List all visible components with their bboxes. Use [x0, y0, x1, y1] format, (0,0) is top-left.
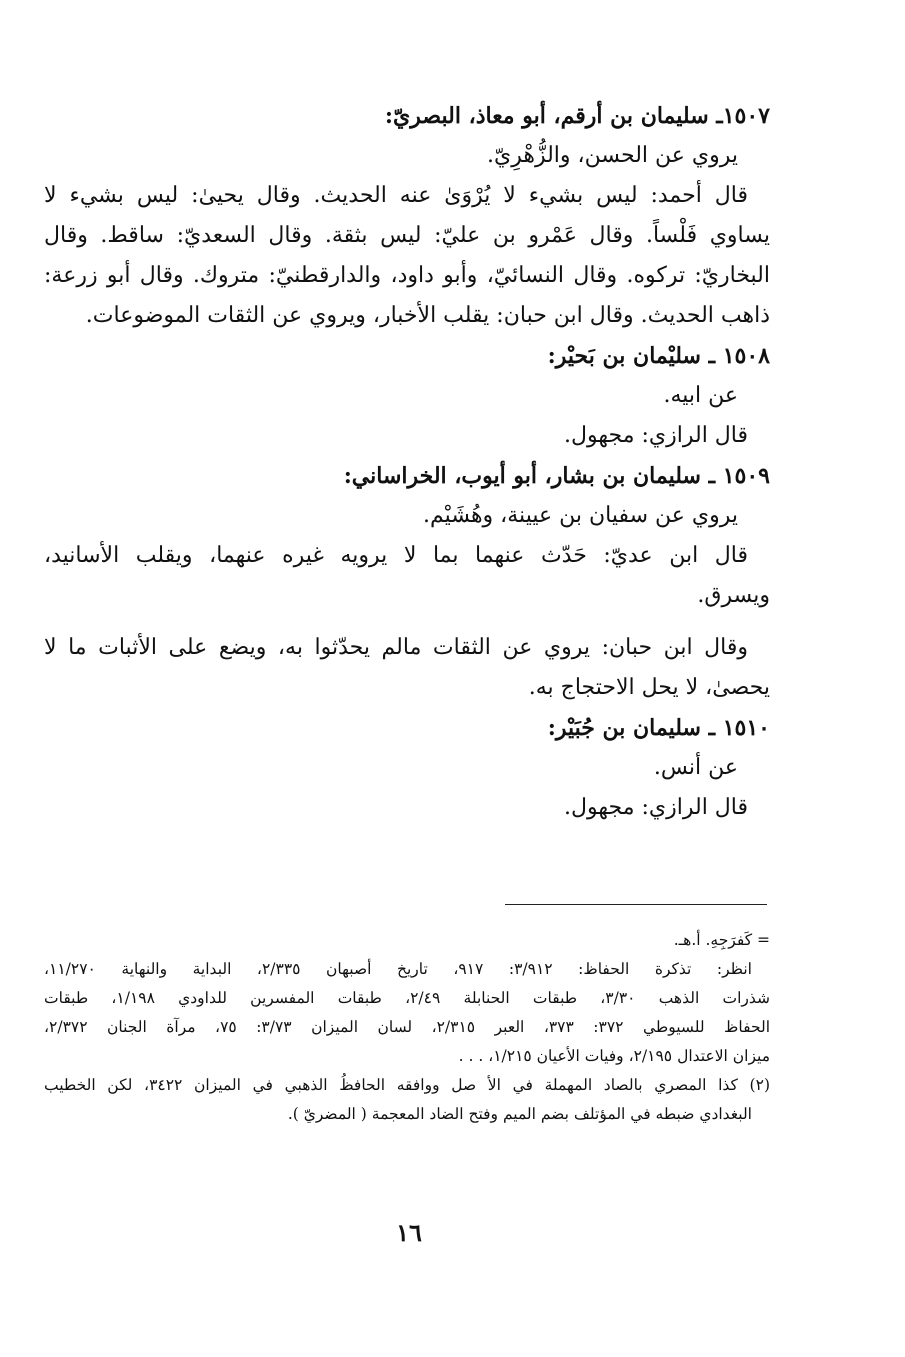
footnote-separator-rule	[505, 904, 767, 905]
entry-heading-1510: ١٥١٠ ـ سليمان بن جُبَيْر:	[547, 715, 770, 741]
footnote-line: (٢) كذا المصري بالصاد المهملة في الأ صل ووافقه الحافظُ الذهبي في الميزان ٣٤٢٢، لكن الخطيب	[44, 1076, 770, 1094]
entry-narrates-1507: يروي عن الحسن، والزُّهْرِيّ.	[487, 143, 738, 168]
footnote-line: شذرات الذهب ٣/٣٠، طبقات الحنابلة ٢/٤٩، طبقات المفسرين للداودي ١/١٩٨، طبقات	[44, 989, 770, 1007]
entry-body-line: البخاريّ: تركوه. وقال النسائيّ، وأبو داود، والدارقطنيّ: متروك. وقال أبو زرعة:	[44, 263, 770, 288]
entry-body-line: ويسرق.	[697, 583, 770, 608]
entry-heading-1507: ١٥٠٧ـ سليمان بن أرقم، أبو معاذ، البصريّ:	[384, 103, 770, 129]
footnote-line: انظر: تذكرة الحفاظ: ٣/٩١٢: ٩١٧، تاريخ أصبهان ٢/٣٣٥، البداية والنهاية ١١/٢٧٠،	[44, 960, 752, 978]
entry-heading-1508: ١٥٠٨ ـ سليْمان بن بَحيْر:	[547, 343, 770, 369]
footnote-line: ميزان الاعتدال ٢/١٩٥، وفيات الأعيان ١/٢١٥، . . .	[458, 1047, 770, 1065]
entry-narrates-1508: عن ابيه.	[663, 383, 738, 408]
entry-body-line: ذاهب الحديث. وقال ابن حبان: يقلب الأخبار، ويروي عن الثقات الموضوعات.	[85, 303, 770, 328]
entry-body-line: قال الرازي: مجهول.	[564, 795, 748, 820]
footnote-line: البغدادي ضبطه في المؤتلف بضم الميم وفتح الضاد المعجمة ( المضريّ ).	[287, 1105, 752, 1123]
paragraph-gap	[44, 616, 770, 628]
entry-body-line: يساوي فَلْساً. وقال عَمْرو بن عليّ: ليس بثقة. وقال السعديّ: ساقط. وقال	[44, 223, 770, 248]
footnote-line: الحفاظ للسيوطي ٣٧٢: ٣٧٣، العبر ٢/٣١٥، لسان الميزان ٣/٧٣: ٧٥، مرآة الجنان ٢/٣٧٢،	[44, 1018, 770, 1036]
entry-body-line: قال ابن عديّ: حَدّث عنهما بما لا يرويه غيره عنهما، ويقلب الأسانيد،	[44, 543, 748, 568]
entry-body-line: قال أحمد: ليس بشيء لا يُرْوَىٰ عنه الحديث. وقال يحيىٰ: ليس بشيء لا	[44, 183, 748, 208]
entry-body-line: وقال ابن حبان: يروي عن الثقات مالم يحدّثوا به، ويضع على الأثبات ما لا	[44, 635, 748, 660]
footnotes	[44, 926, 770, 1129]
entry-body-line: قال الرازي: مجهول.	[564, 423, 748, 448]
main-text	[44, 96, 770, 828]
entry-body-line: يحصىٰ، لا يحل الاحتجاج به.	[528, 675, 770, 700]
entry-narrates-1510: عن أنس.	[653, 755, 738, 780]
page-number: ١٦	[396, 1218, 422, 1247]
entry-narrates-1509: يروي عن سفيان بن عيينة، وهُشَيْم.	[423, 503, 738, 528]
entry-heading-1509: ١٥٠٩ ـ سليمان بن بشار، أبو أيوب، الخراساني:	[343, 463, 770, 489]
footnote-line: = كَفرَجِهِ. أ.هـ.	[673, 931, 770, 949]
